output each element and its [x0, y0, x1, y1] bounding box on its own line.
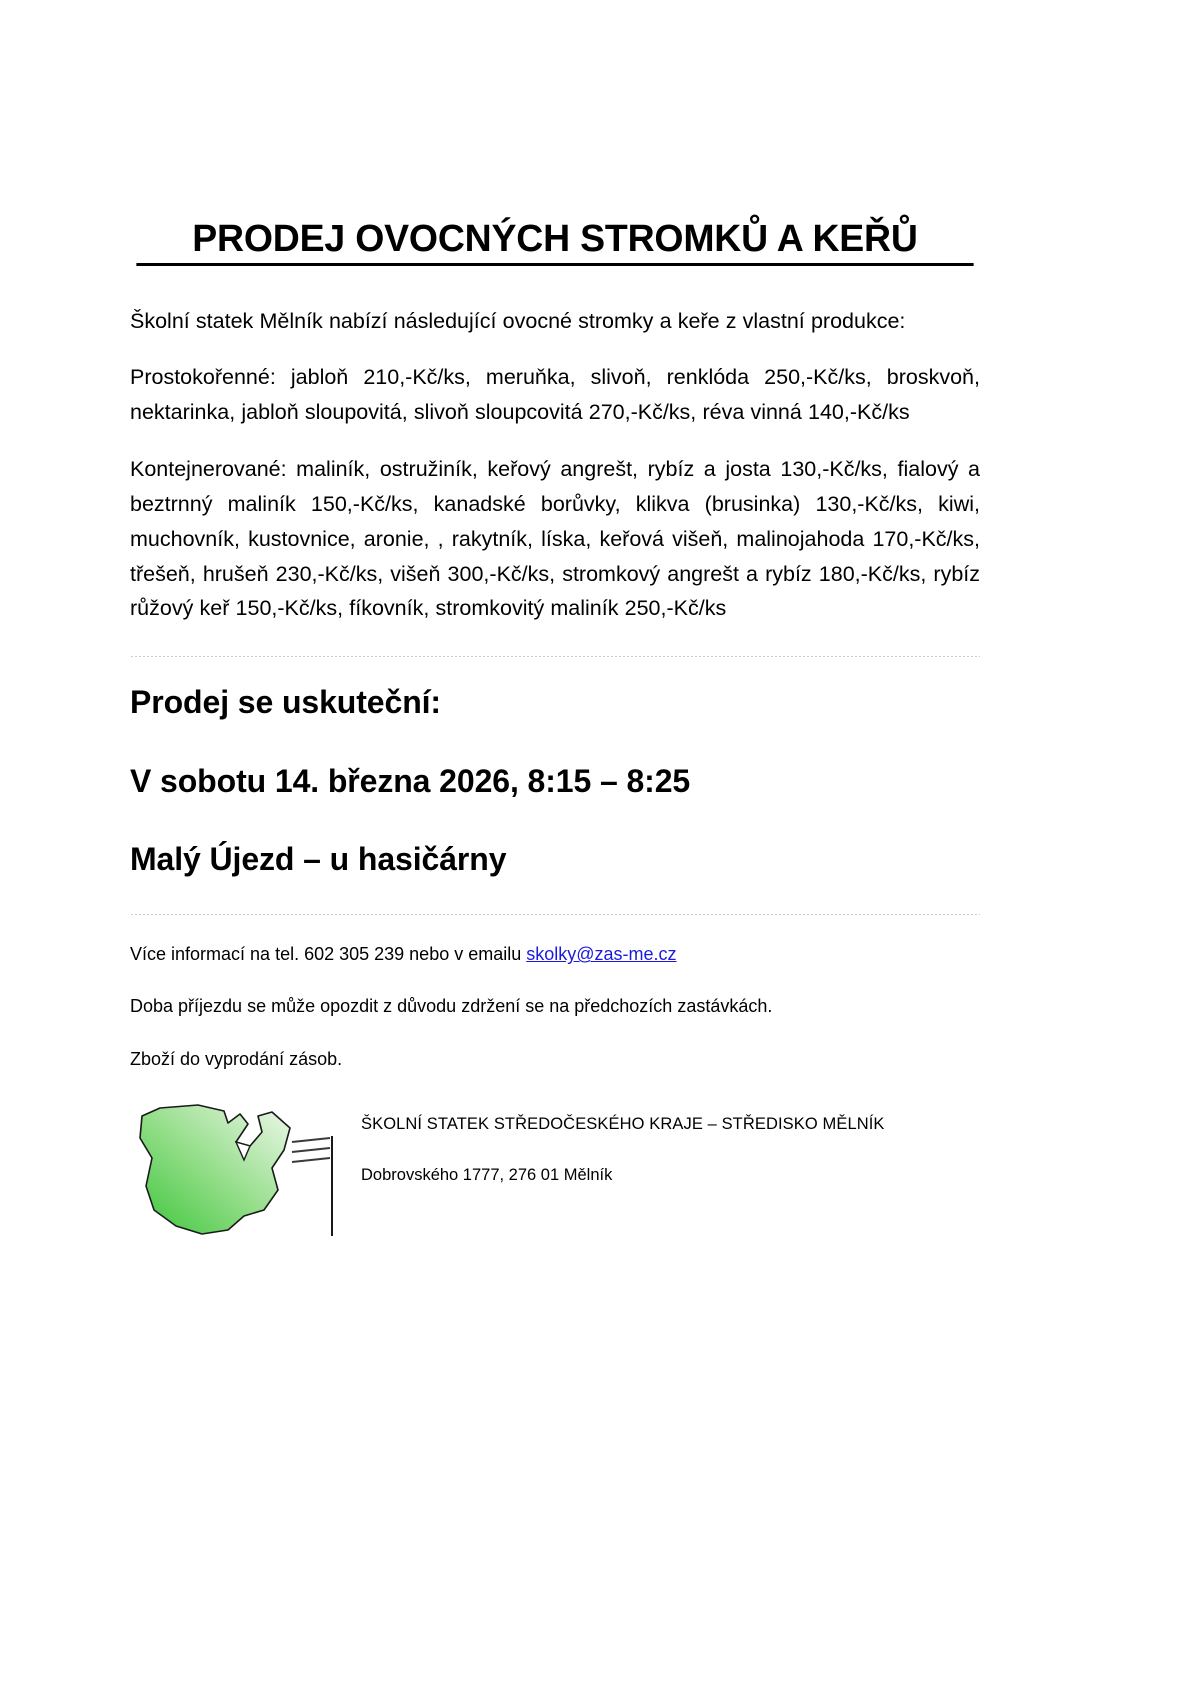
- logo-rule-line-1: [292, 1138, 330, 1142]
- school-farm-logo-icon: [132, 1098, 357, 1238]
- sale-date-heading: V sobotu 14. března 2026, 8:15 – 8:25: [130, 762, 691, 799]
- footer-logo-block: [130, 1098, 980, 1238]
- organization-name: ŠKOLNÍ STATEK STŘEDOČESKÉHO KRAJE – STŘEDISKO MĚLNÍK: [361, 1114, 885, 1133]
- bare-root-offer-paragraph: Prostokořenné: jabloň 210,-Kč/ks, meruňka, slivoň, renklóda 250,-Kč/ks, broskvoň, nektarinka, jabloň sloupovitá, slivoň sloupcovitá 270,-Kč/ks, réva vinná 140,-Kč/ks: [130, 365, 980, 425]
- document-content: [130, 218, 980, 1238]
- email-link[interactable]: skolky@zas-me.cz: [526, 944, 677, 965]
- intro-paragraph: Školní statek Mělník nabízí následující ovocné stromky a keře z vlastní produkce:: [130, 308, 906, 333]
- logo-rule-line-2: [292, 1148, 330, 1152]
- contact-info-prefix: Více informací na tel. 602 305 239 nebo v emailu: [130, 944, 527, 965]
- stock-note-line: Zboží do vyprodání zásob.: [130, 1048, 343, 1069]
- divider-top: [130, 656, 980, 657]
- organization-address: Dobrovského 1777, 276 01 Mělník: [361, 1166, 613, 1185]
- contact-info-line: [130, 941, 980, 967]
- page-title: PRODEJ OVOCNÝCH STROMKŮ A KEŘŮ: [136, 218, 973, 266]
- sale-place-heading: Malý Újezd – u hasičárny: [130, 840, 507, 877]
- footer-org-text: [361, 1098, 885, 1187]
- containerized-offer-paragraph: Kontejnerované: maliník, ostružiník, keřový angrešt, rybíz a josta 130,-Kč/ks, fialový a beztrnný maliník 150,-Kč/ks, kanadské borůvky, klikva (brusinka) 130,-Kč/ks, kiwi, muchovník, kustovnice, aronie, , rakytník, líska, keřová višeň, malinojahoda 170,-Kč/ks, třešeň, hrušeň 230,-Kč/ks, višeň 300,-Kč/ks, stromkový angrešt a rybíz 180,-Kč/ks, rybíz růžový keř 150,-Kč/ks, fíkovník, stromkovitý maliník 250,-Kč/ks: [130, 457, 980, 621]
- delay-note-line: Doba příjezdu se může opozdit z důvodu zdržení se na předchozích zastávkách.: [130, 996, 773, 1017]
- divider-bottom: [130, 914, 980, 915]
- logo-map-shape: [140, 1105, 290, 1234]
- logo-rule-line-3: [292, 1158, 330, 1162]
- sale-heading: Prodej se uskuteční:: [130, 684, 441, 721]
